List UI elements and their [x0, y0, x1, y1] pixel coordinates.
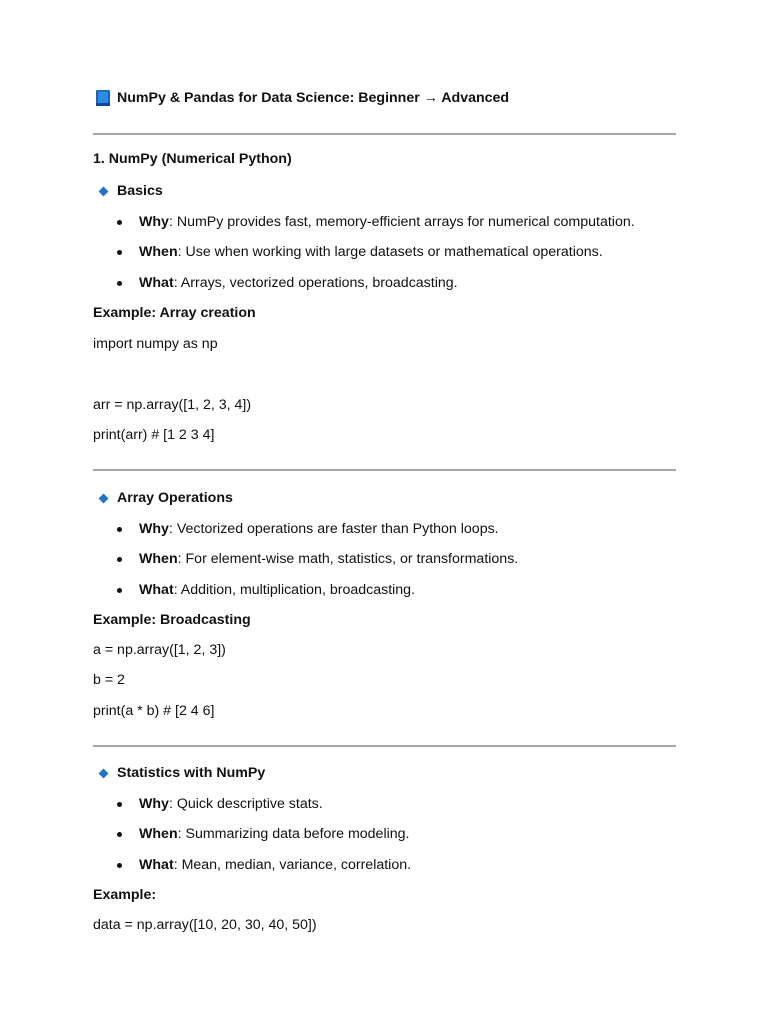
bullet-icon	[117, 557, 122, 562]
blue-diamond-icon	[99, 494, 109, 504]
list-item	[139, 213, 635, 231]
item-text: : Mean, median, variance, correlation.	[173, 857, 412, 873]
code-line: arr = np.array([1, 2, 3, 4])	[93, 397, 252, 413]
item-text: : Summarizing data before modeling.	[177, 826, 410, 842]
page-title: NumPy & Pandas for Data Science: Beginner → Advanced	[117, 90, 510, 106]
item-label: When	[139, 551, 178, 567]
list-item	[139, 274, 458, 292]
list-item	[139, 550, 518, 568]
bullet-icon	[117, 281, 122, 286]
bullet-icon	[117, 802, 122, 807]
list-item	[139, 520, 499, 538]
list-item	[139, 825, 409, 843]
item-text: : Arrays, vectorized operations, broadcasting.	[173, 275, 458, 291]
bullet-icon	[117, 832, 122, 837]
item-label: When	[139, 826, 178, 842]
blue-book-icon	[96, 90, 110, 106]
blue-diamond-icon	[99, 769, 109, 779]
code-line: import numpy as np	[93, 336, 218, 352]
bullet-icon	[117, 588, 122, 593]
divider	[93, 469, 676, 471]
item-text: : Quick descriptive stats.	[168, 796, 323, 812]
item-text: : Vectorized operations are faster than Python loops.	[168, 521, 499, 537]
item-label: Why	[139, 214, 169, 230]
list-item	[139, 581, 415, 599]
section-heading: 1. NumPy (Numerical Python)	[93, 151, 292, 167]
example-label: Example: Broadcasting	[93, 612, 251, 628]
subsection-heading-statistics: Statistics with NumPy	[117, 765, 266, 781]
blue-diamond-icon	[99, 187, 109, 197]
item-label: Why	[139, 796, 169, 812]
code-line: print(a * b) # [2 4 6]	[93, 703, 215, 719]
item-label: What	[139, 857, 174, 873]
bullet-icon	[117, 527, 122, 532]
list-item	[139, 795, 323, 813]
item-label: Why	[139, 521, 169, 537]
bullet-icon	[117, 250, 122, 255]
list-item	[139, 856, 411, 874]
code-line: data = np.array([10, 20, 30, 40, 50])	[93, 917, 317, 933]
bullet-icon	[117, 220, 122, 225]
item-text: : Addition, multiplication, broadcasting.	[173, 582, 416, 598]
code-line: print(arr) # [1 2 3 4]	[93, 427, 215, 443]
item-text: : Use when working with large datasets or mathematical operations.	[177, 244, 603, 260]
item-text: : For element-wise math, statistics, or transformations.	[177, 551, 519, 567]
item-label: What	[139, 582, 174, 598]
example-label: Example: Array creation	[93, 305, 256, 321]
divider	[93, 133, 676, 135]
bullet-icon	[117, 863, 122, 868]
item-label: What	[139, 275, 174, 291]
subsection-heading-basics: Basics	[117, 183, 163, 199]
item-label: When	[139, 244, 178, 260]
item-text: : NumPy provides fast, memory-efficient arrays for numerical computation.	[168, 214, 635, 230]
code-line: b = 2	[93, 672, 125, 688]
list-item	[139, 243, 603, 261]
example-label: Example:	[93, 887, 157, 903]
divider	[93, 745, 676, 747]
code-line: a = np.array([1, 2, 3])	[93, 642, 226, 658]
subsection-heading-array-operations: Array Operations	[117, 490, 233, 506]
